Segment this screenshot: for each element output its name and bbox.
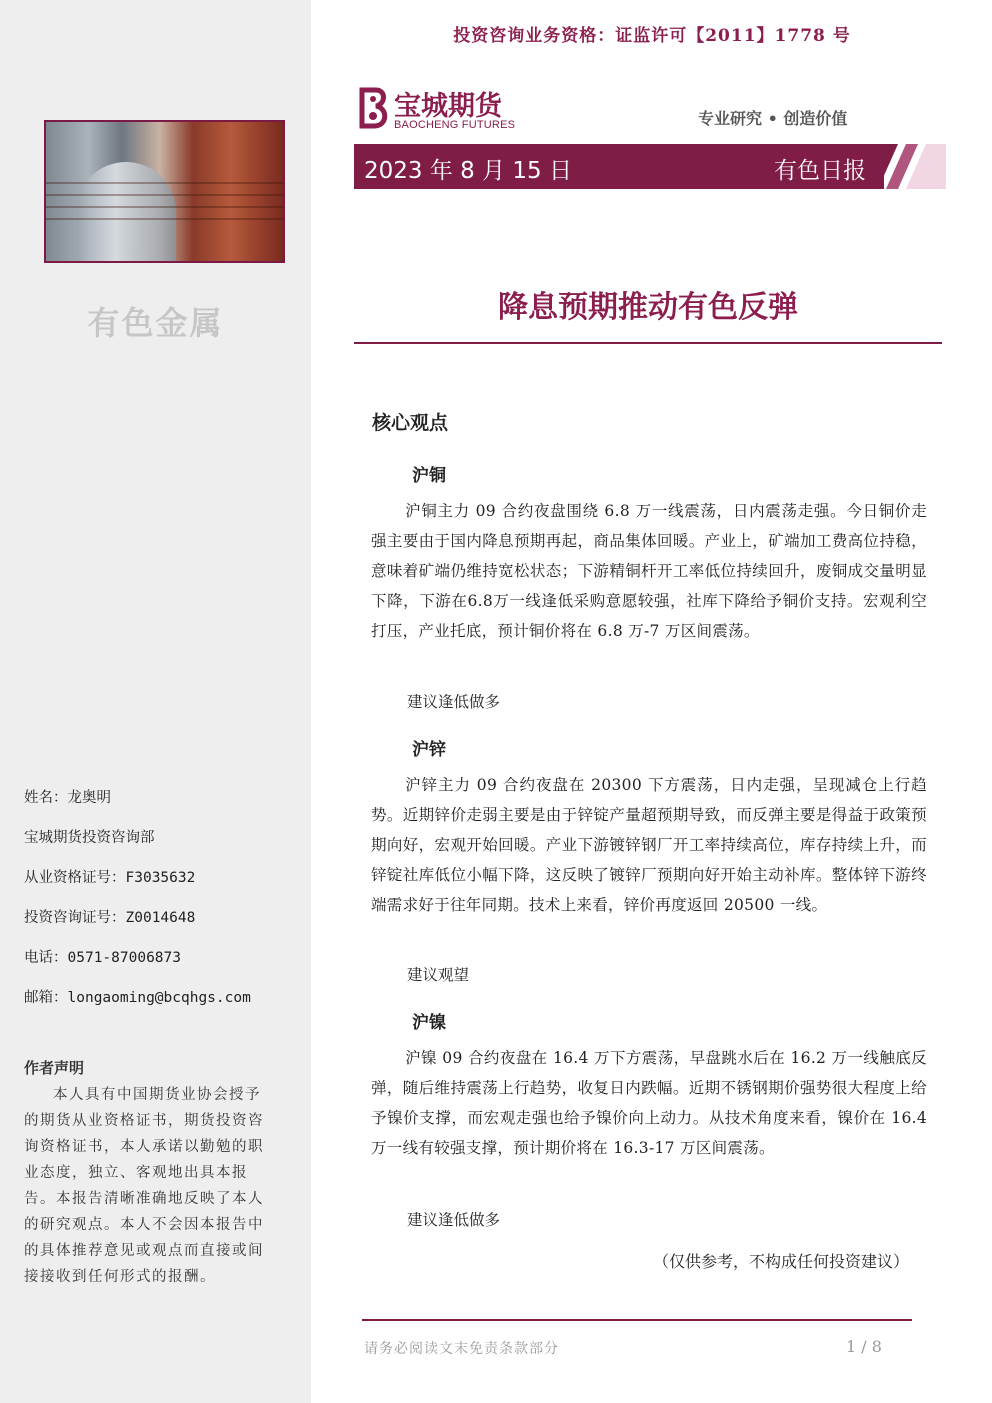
sidebar [0, 0, 311, 1403]
sector-label: 有色金属 [87, 304, 224, 342]
declaration-text: 本人具有中国期货业协会授予的期货从业资格证书，期货投资咨询资格证书，本人承诺以勤勉的职业态度，独立、客观地出具本报告。本报告清晰准确地反映了本人的研究观点。本人不会因本报告中的具体推荐意见或观点而直接或间接接收到任何形式的报酬。 [24, 1087, 264, 1285]
date-banner [354, 144, 884, 189]
author-phone: 电话：0571-87006873 [24, 950, 181, 966]
author-department: 宝城期货投资咨询部 [24, 830, 155, 846]
title-divider [354, 342, 942, 344]
section-name-zinc: 沪锌 [412, 740, 446, 760]
section-name-nickel: 沪镍 [412, 1013, 446, 1033]
report-title: 降息预期推动有色反弹 [498, 290, 798, 325]
report-type: 有色日报 [774, 158, 866, 184]
company-logo [356, 86, 526, 134]
cover-image [44, 120, 285, 263]
author-name: 姓名：龙奥明 [24, 790, 111, 806]
declaration-title: 作者声明 [24, 1059, 85, 1077]
disclaimer: （仅供参考，不构成任何投资建议） [653, 1252, 910, 1271]
section-advice-copper: 建议逢低做多 [407, 693, 501, 711]
page-number: 1 / 8 [846, 1337, 882, 1356]
section-name-copper: 沪铜 [412, 466, 446, 486]
section-text-nickel: 沪镍 09 合约夜盘在 16.4 万下方震荡，早盘跳水后在 16.2 万一线触底反弹，随后维持震荡上行趋势，收复日内跌幅。近期不锈钢期价强势很大程度上给予镍价支撑，而宏观走强也给予镍价向上动力。从技术角度来看，镍价在 16.4 万一线有较强支撑，预计期价将在 16.3-17 万区间震荡。 [371, 1049, 927, 1157]
section-text-copper: 沪铜主力 09 合约夜盘围绕 6.8 万一线震荡，日内震荡走强。今日铜价走强主要由于国内降息预期再起，商品集体回暖。产业上，矿端加工费高位持稳，意味着矿端仍维持宽松状态；下游精铜杆开工率低位持续回升，废铜成交量明显下降，下游在6.8万一线逢低采购意愿较强，社库下降给予铜价支持。宏观利空打压，产业托底，预计铜价将在 6.8 万-7 万区间震荡。 [371, 502, 927, 640]
section-advice-nickel: 建议逢低做多 [407, 1211, 501, 1229]
license-line: 投资咨询业务资格：证监许可【2011】1778 号 [453, 26, 851, 46]
section-advice-zinc: 建议观望 [407, 966, 470, 984]
report-date: 2023 年 8 月 15 日 [364, 158, 572, 184]
slogan: 专业研究 • 创造价值 [698, 109, 848, 128]
logo-text-en: BAOCHENG FUTURES [394, 119, 516, 131]
section-text-zinc: 沪锌主力 09 合约夜盘在 20300 下方震荡，日内走强，呈现减仓上行趋势。近期锌价走弱主要是由于锌锭产量超预期导致，而反弹主要是得益于政策预期向好，宏观开始回暖。产业下游镀锌钢厂开工率持续高位，库存持续上升，而锌锭社库低位小幅下降，这反映了镀锌厂预期向好开始主动补库。整体锌下游终端需求好于往年同期。技术上来看，锌价再度返回 20500 一线。 [371, 776, 927, 914]
logo-mark-icon [356, 86, 390, 130]
author-email[interactable]: 邮箱：longaoming@bcqhgs.com [24, 990, 251, 1006]
author-consult-license: 投资咨询证号：Z0014648 [24, 910, 196, 926]
footer-divider [362, 1319, 912, 1321]
banner-stripes [836, 144, 946, 189]
author-qualification: 从业资格证号：F3035632 [24, 870, 196, 886]
logo-text-cn: 宝城期货 [394, 91, 502, 122]
core-heading: 核心观点 [372, 412, 449, 434]
author-info [24, 778, 251, 1018]
footer-notice: 请务必阅读文末免责条款部分 [364, 1341, 559, 1357]
